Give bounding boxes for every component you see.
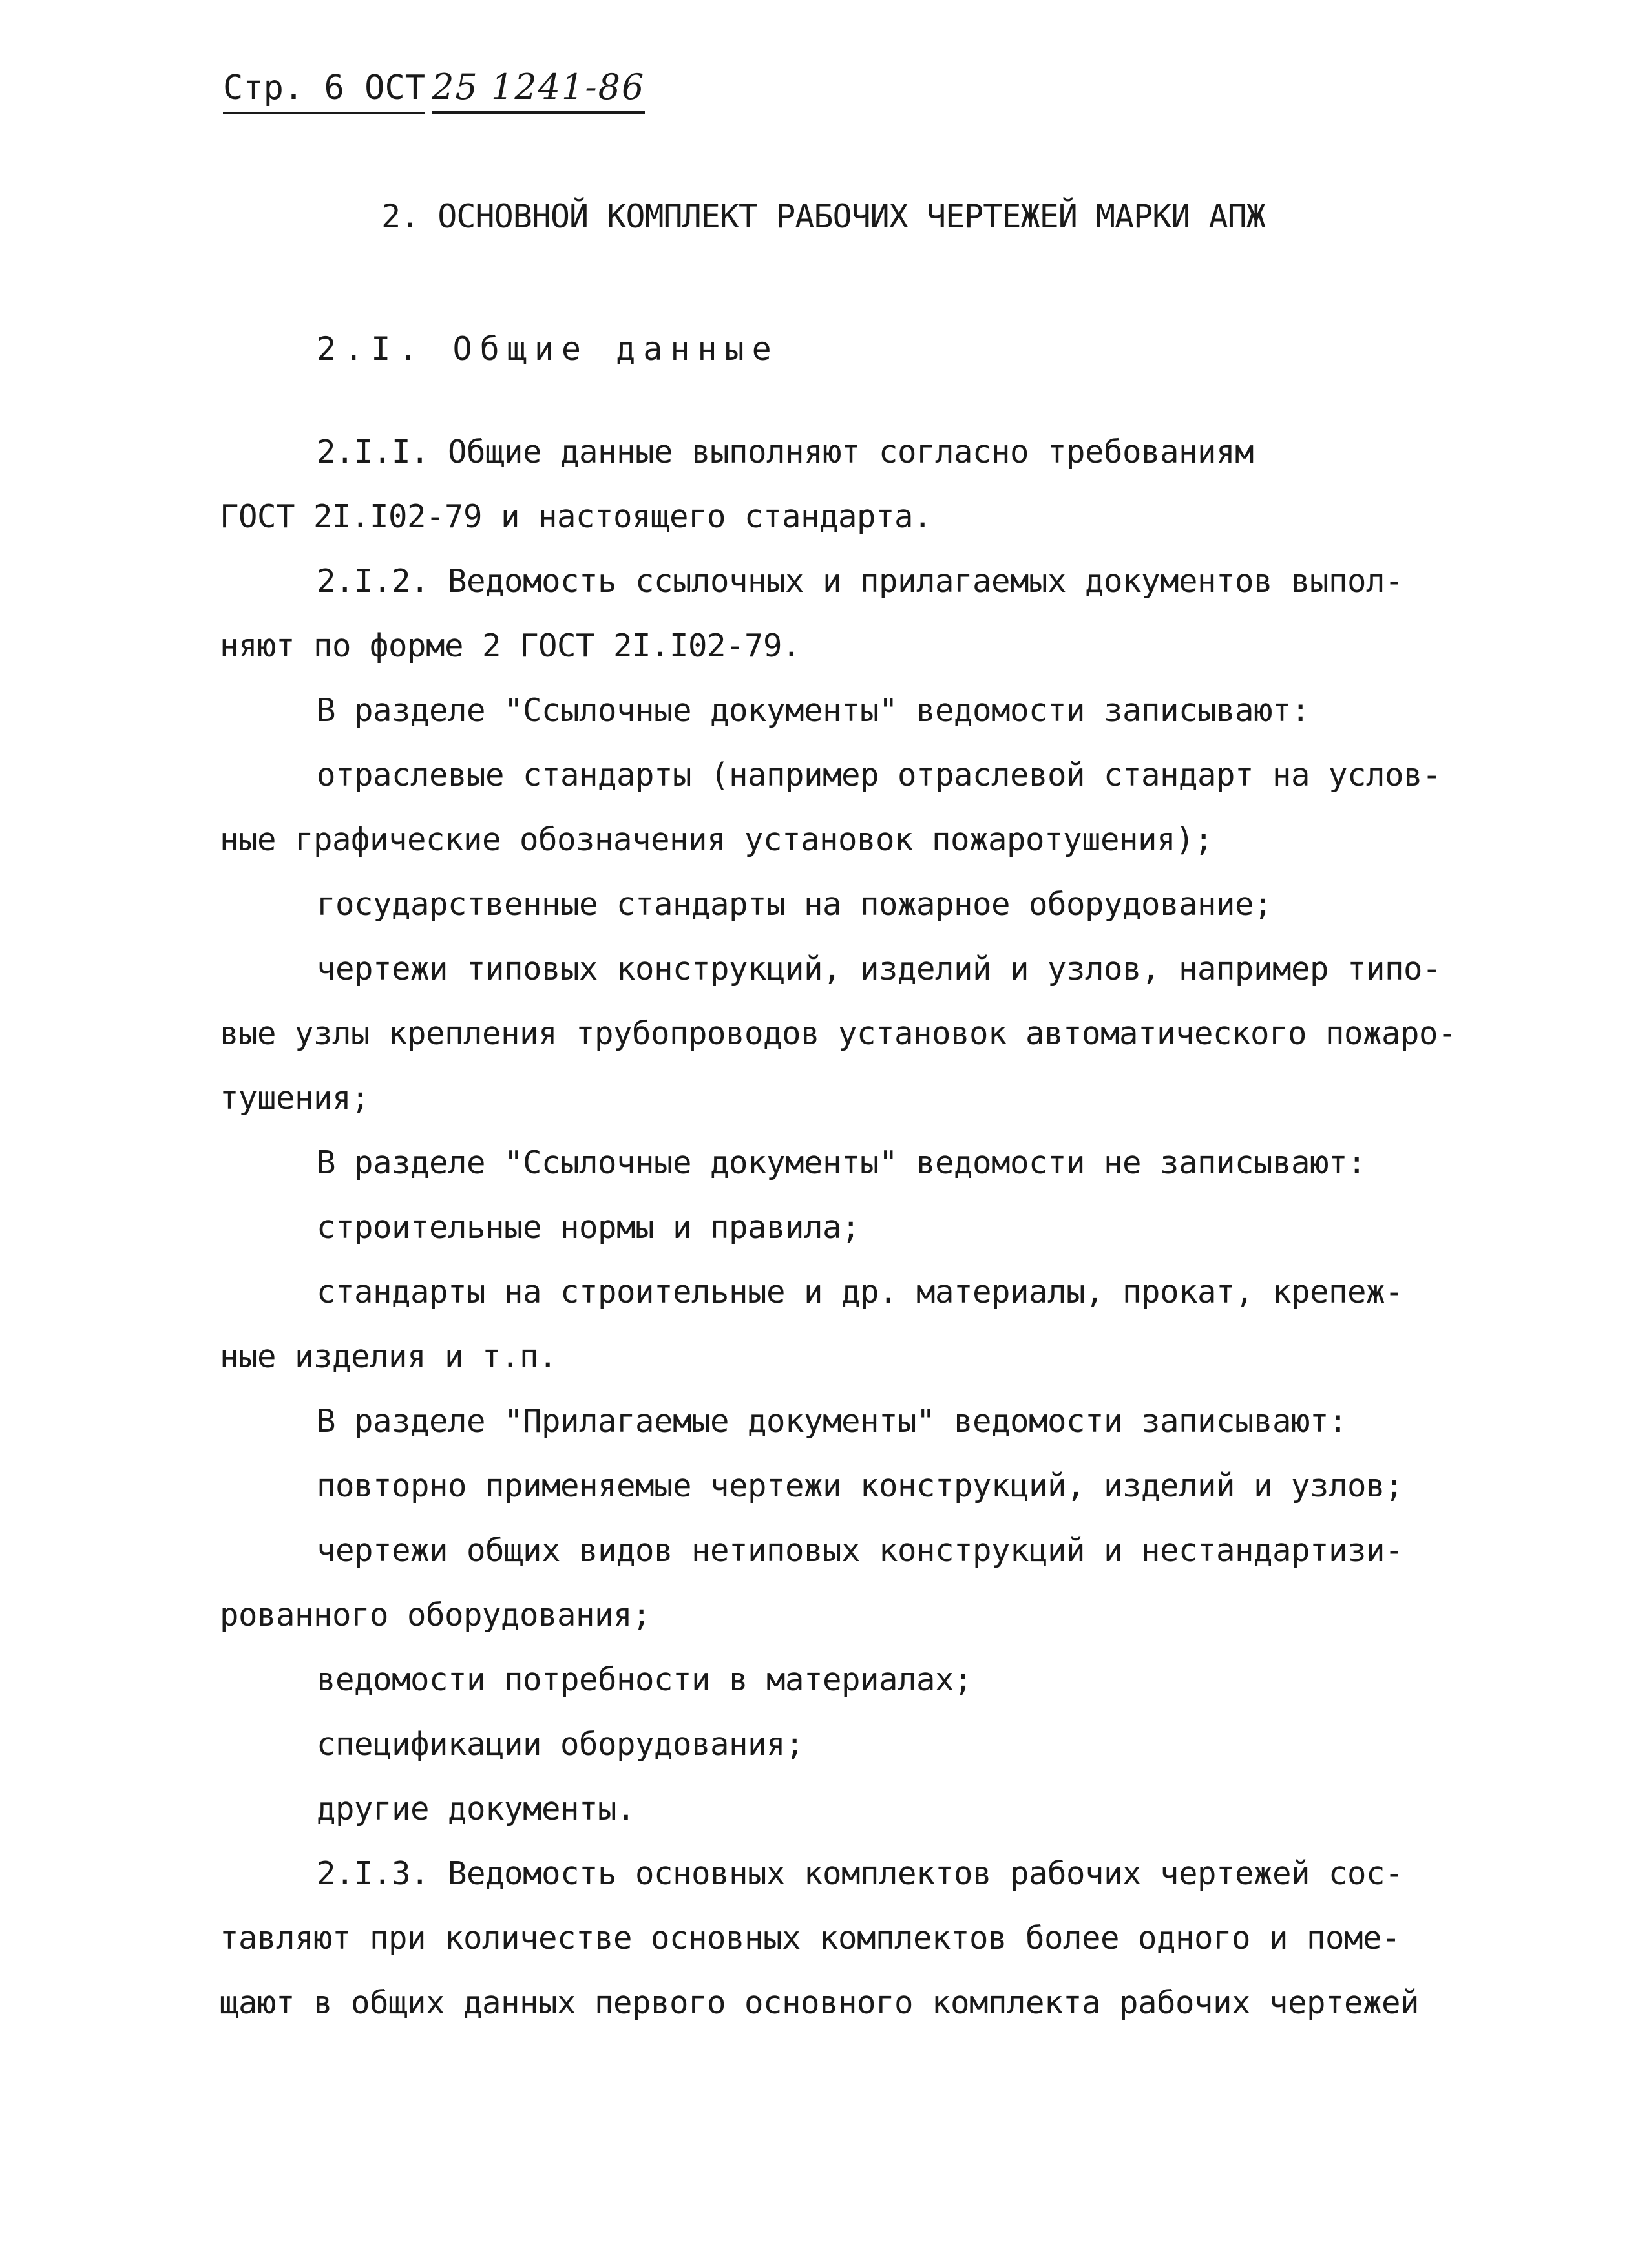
header-page-number: Стр. 6 ОСТ <box>223 65 425 114</box>
body-line: 2.I.3. Ведомость основных комплектов рабочих чертежей сос- <box>317 1855 1404 1892</box>
body-line: повторно применяемые чертежи конструкций, изделий и узлов; <box>317 1467 1404 1504</box>
body-line: спецификации оборудования; <box>317 1726 804 1763</box>
subsection-title: 2.I. Общие данные <box>317 330 779 368</box>
body-line: вые узлы крепления трубопроводов установок автоматического пожаро- <box>220 1015 1457 1052</box>
body-line: 2.I.2. Ведомость ссылочных и прилагаемых документов выпол- <box>317 563 1404 600</box>
body-line: стандарты на строительные и др. материалы, прокат, крепеж- <box>317 1274 1404 1310</box>
body-line: ные графические обозначения установок пожаротушения); <box>220 821 1213 858</box>
body-line: отраслевые стандарты (например отраслевой стандарт на услов- <box>317 757 1442 793</box>
body-line: В разделе "Ссылочные документы" ведомости записывают: <box>317 692 1310 729</box>
body-line: 2.I.I. Общие данные выполняют согласно требованиям <box>317 434 1254 470</box>
body-line: рованного оборудования; <box>220 1597 651 1633</box>
body-line: другие документы. <box>317 1790 636 1827</box>
header-handwritten-code: 25 1241-86 <box>432 65 645 114</box>
page-header <box>223 65 645 114</box>
body-line: В разделе "Ссылочные документы" ведомости не записывают: <box>317 1144 1367 1181</box>
body-line: чертежи типовых конструкций, изделий и узлов, например типо- <box>317 950 1442 987</box>
body-line: строительные нормы и правила; <box>317 1209 861 1246</box>
body-line: ведомости потребности в материалах; <box>317 1661 973 1698</box>
body-line: В разделе "Прилагаемые документы" ведомости записывают: <box>317 1403 1348 1440</box>
body-line: щают в общих данных первого основного комплекта рабочих чертежей <box>220 1984 1420 2021</box>
body-line: няют по форме 2 ГОСТ 2I.I02-79. <box>220 627 801 664</box>
body-line: тушения; <box>220 1080 370 1117</box>
body-line: ГОСТ 2I.I02-79 и настоящего стандарта. <box>220 498 932 535</box>
section-title: 2. ОСНОВНОЙ КОМПЛЕКТ РАБОЧИХ ЧЕРТЕЖЕЙ МАРКИ АПЖ <box>381 198 1265 235</box>
body-line: чертежи общих видов нетиповых конструкций и нестандартизи- <box>317 1532 1404 1569</box>
body-line: ные изделия и т.п. <box>220 1338 558 1375</box>
body-line: тавляют при количестве основных комплектов более одного и поме- <box>220 1920 1401 1957</box>
body-line: государственные стандарты на пожарное оборудование; <box>317 886 1273 923</box>
